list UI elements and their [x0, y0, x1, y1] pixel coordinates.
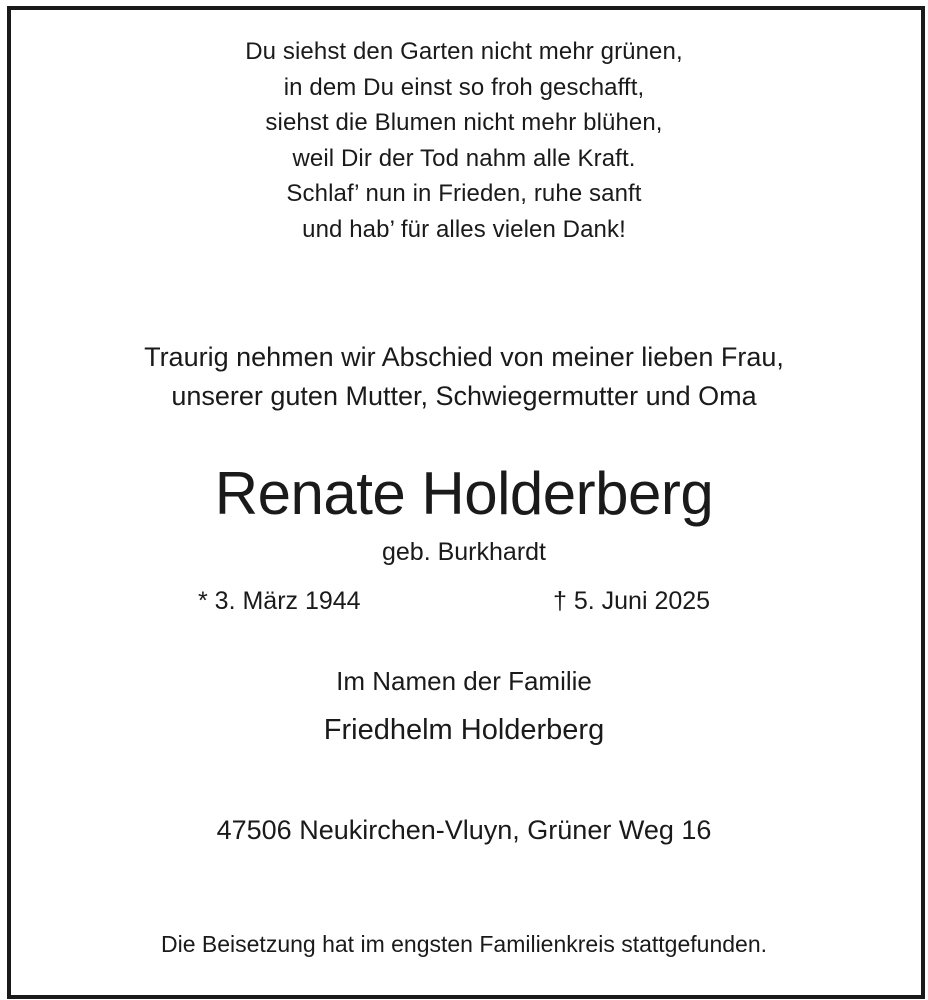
death-date: † 5. Juni 2025: [553, 587, 711, 615]
birth-date: * 3. März 1944: [198, 587, 361, 615]
family-label: Im Namen der Familie: [336, 666, 592, 696]
poem-line: in dem Du einst so froh geschafft,: [283, 73, 645, 101]
memorial-poem: [0, 34, 928, 247]
poem-line: Schlaf’ nun in Frieden, ruhe sanft: [286, 180, 642, 207]
poem-line: und hab’ für alles vielen Dank!: [302, 215, 626, 243]
family-signatory: Friedhelm Holderberg: [323, 714, 605, 746]
deceased-name: Renate Holderberg: [214, 460, 714, 527]
intro-line: Traurig nehmen wir Abschied von meiner lieben Frau,: [144, 342, 784, 372]
farewell-intro: [0, 338, 928, 415]
family-address: 47506 Neukirchen-Vluyn, Grüner Weg 16: [216, 815, 712, 845]
poem-line: weil Dir der Tod nahm alle Kraft.: [292, 144, 636, 172]
intro-line: unserer guten Mutter, Schwiegermutter und Oma: [171, 380, 757, 411]
burial-note: Die Beisetzung hat im engsten Familienkreis stattgefunden.: [161, 931, 767, 957]
poem-line: Du siehst den Garten nicht mehr grünen,: [245, 38, 683, 65]
poem-line: siehst die Blumen nicht mehr blühen,: [265, 109, 663, 136]
maiden-name: geb. Burkhardt: [382, 538, 546, 566]
